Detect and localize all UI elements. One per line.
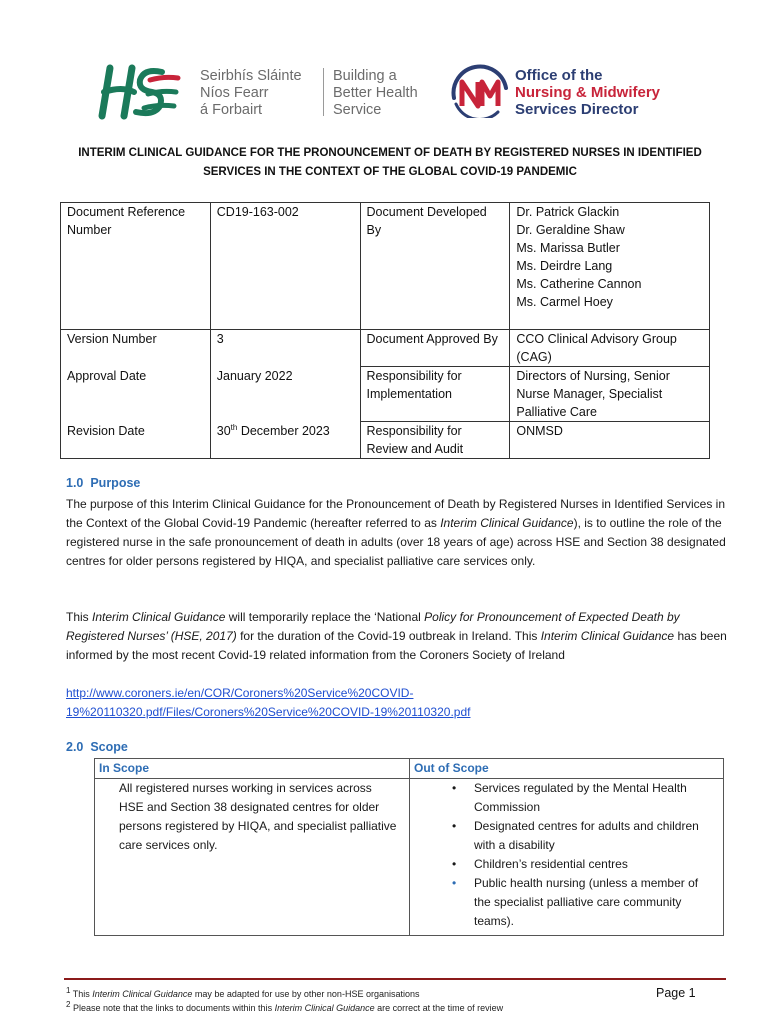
purpose-p1-italic: Interim Clinical Guidance [440,516,574,530]
approval-date-label: Approval Date [61,367,211,422]
tagline-line-1: Building a [333,68,397,84]
purpose-heading-text: Purpose [90,476,141,490]
fn1-text-a: This [70,989,93,999]
logo-divider [323,68,324,116]
dev-label: Document Developed By [360,203,510,330]
tagline-line-2: Better Health [333,85,418,101]
bullet-icon: • [452,781,457,795]
document-title [60,144,720,182]
purpose-p2-text-c: for the duration of the Covid-19 outbreak in Ireland. This [236,629,541,643]
scope-heading [66,740,128,754]
purpose-p2-italic-2: Policy for Pronouncement of Expected Death by Registered Nurses’ (HSE, 2017) [66,610,680,643]
purpose-p2-text-a: This [66,610,93,624]
document-info-table [60,202,710,459]
ref-label: Document Reference Number [61,203,211,330]
footer-rule [64,978,726,980]
coroners-link-line-1[interactable]: http://www.coroners.ie/en/COR/Coroners%20Service%20COVID- [66,686,414,700]
out-item-text: Public health nursing (unless a member of the specialist palliative care community teams). [474,876,699,928]
scope-table [94,758,724,936]
purpose-heading [66,476,140,490]
hse-logo [92,62,182,122]
fn2-number: 2 [66,1000,71,1009]
fn2-italic: Interim Clinical Guidance [274,1003,375,1013]
version-value: 3 [210,330,360,367]
fn2-text-b: are correct at the time of review [374,1003,504,1013]
purpose-p2-italic-1: Interim Clinical Guidance [92,610,226,624]
onmsd-nm-logo [448,64,512,118]
purpose-p1-text-b: ), is to outline the role of the registered nurse in the safe pronouncement of death in adults (over 18 years of age) across HSE and Section 38 designated centres for older persons registered by HIQA, and specialist palliative care services only. [66,516,726,568]
onmsd-line-3: Services Director [515,101,639,118]
developer-name: Ms. Marissa Butler [516,241,620,255]
title-line-2: SERVICES IN THE CONTEXT OF THE GLOBAL COVID-19 PANDEMIC [203,166,577,178]
list-item [414,874,715,931]
list-item [414,779,715,817]
fn2-text-a: Please note that the links to documents within this [70,1003,275,1013]
purpose-paragraph-2 [66,608,728,665]
coroners-link-line-2[interactable]: 19%20110320.pdf/Files/Coroners%20Service%20COVID-19%20110320.pdf [66,705,471,719]
version-label: Version Number [61,330,211,367]
purpose-p2-text-d: has been informed by the most recent Covid-19 related information from the Coroners Society of Ireland [66,629,727,662]
revision-rest: December 2023 [237,423,330,438]
revision-sup: th [230,422,238,432]
purpose-p2-italic-3: Interim Clinical Guidance [540,629,675,643]
footnote-2 [66,1001,503,1015]
in-scope-header: In Scope [95,759,410,779]
revision-label: Revision Date [61,422,211,459]
developer-name: Ms. Carmel Hoey [516,295,613,309]
hse-line-3: á Forbairt [200,102,263,118]
developer-name: Ms. Catherine Cannon [516,277,642,291]
approved-value: CCO Clinical Advisory Group (CAG) [510,330,710,367]
out-of-scope-header: Out of Scope [410,759,724,779]
hse-line-1: Seirbhís Sláinte [200,68,302,84]
purpose-p2-text-b: will temporarily replace the ‘National [225,610,425,624]
coroners-link[interactable] [66,684,728,722]
scope-heading-text: Scope [90,740,128,754]
scope-header-row [95,759,724,779]
developer-name: Dr. Geraldine Shaw [516,223,625,237]
bullet-icon: • [452,876,457,890]
revision-day: 30 [216,423,231,438]
fn1-italic: Interim Clinical Guidance [92,989,193,999]
onmsd-line-1: Office of the [515,67,603,84]
impl-value: Directors of Nursing, Senior Nurse Manager, Specialist Palliative Care [510,367,710,422]
out-item-text: Children’s residential centres [474,857,628,871]
scope-body-row [95,779,724,936]
approval-date-value: January 2022 [210,367,360,422]
onmsd-name [515,67,715,118]
footnote-1 [66,987,419,1001]
list-item [414,855,715,874]
info-row-version [61,330,710,367]
out-item-text: Services regulated by the Mental Health Commission [474,781,687,814]
tagline-line-3: Service [333,102,382,118]
hse-tagline [333,68,443,119]
fn1-number: 1 [66,986,71,995]
review-value: ONMSD [510,422,710,459]
revision-value [210,422,360,459]
review-label: Responsibility for Review and Audit [360,422,510,459]
purpose-heading-num: 1.0 [66,476,84,490]
purpose-p1-text-a: The purpose of this Interim Clinical Guidance for the Pronouncement of Death by Registered Nurses in Identified Services in the Context of the Global Covid-19 Pandemic (hereafter referred to as [66,497,726,530]
fn1-text-b: may be adapted for use by other non-HSE organisations [192,989,420,999]
hse-irish-name [200,68,318,119]
hse-line-2: Níos Fearr [200,85,269,101]
in-scope-text: All registered nurses working in services across HSE and Section 38 designated centres for older persons registered by HIQA, and specialist palliative care services only. [95,779,410,936]
developer-name: Dr. Patrick Glackin [516,205,620,219]
bullet-icon: • [452,819,457,833]
impl-label: Responsibility for Implementation [360,367,510,422]
list-item [414,817,715,855]
ref-value: CD19-163-002 [210,203,360,330]
title-line-1: INTERIM CLINICAL GUIDANCE FOR THE PRONOUNCEMENT OF DEATH BY REGISTERED NURSES IN IDENTIFIED [78,147,702,159]
purpose-paragraph-1 [66,495,728,571]
developers-cell [510,203,710,330]
out-of-scope-list [414,779,715,931]
info-row-revision [61,422,710,459]
bullet-icon: • [452,857,457,871]
info-row-approval [61,367,710,422]
out-of-scope-cell [410,779,724,936]
info-row-reference [61,203,710,330]
out-item-text: Designated centres for adults and children with a disability [474,819,699,852]
developer-name: Ms. Deirdre Lang [516,259,613,273]
scope-heading-num: 2.0 [66,740,84,754]
approved-label: Document Approved By [360,330,510,367]
onmsd-line-2: Nursing & Midwifery [515,84,661,101]
page-number: Page 1 [656,986,696,1000]
